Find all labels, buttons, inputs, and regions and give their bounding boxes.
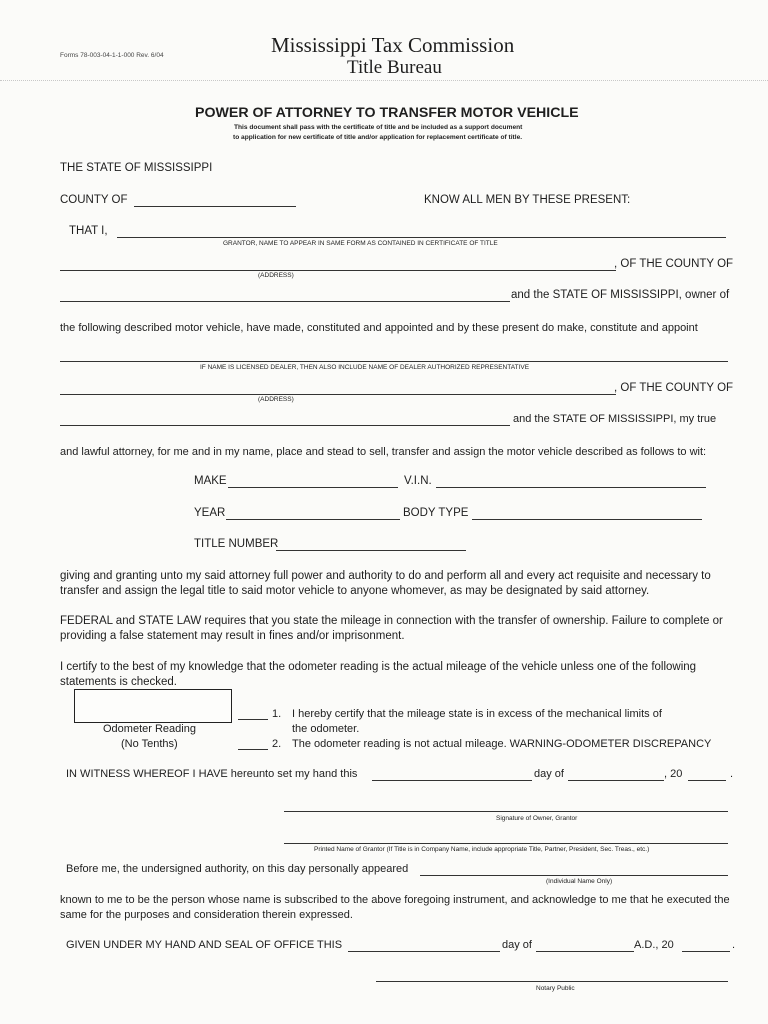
grantor-address-caption: (ADDRESS): [258, 272, 294, 279]
printed-name-field[interactable]: [284, 843, 728, 844]
agency-name: Mississippi Tax Commission: [271, 33, 515, 57]
year-label: YEAR: [194, 507, 226, 519]
notary-signature-field[interactable]: [376, 981, 728, 982]
option2-checkbox-line[interactable]: [238, 749, 268, 750]
form-number: Forms 78-003-04-1-1-000 Rev. 6/04: [60, 52, 164, 59]
signature-caption: Signature of Owner, Grantor: [496, 815, 578, 822]
attorney-of-county: , OF THE COUNTY OF: [614, 382, 734, 394]
witness-month-field[interactable]: [568, 780, 664, 781]
lawful-attorney-text: and lawful attorney, for me and in my name, place and stead to sell, transfer and assign the motor vehicle described as follows to wit:: [60, 446, 707, 458]
witness-year-prefix: , 20: [664, 768, 683, 780]
state-heading: THE STATE OF MISSISSIPPI: [60, 162, 213, 174]
that-i-label: THAT I,: [69, 225, 108, 237]
witness-period: .: [730, 768, 734, 780]
dealer-caption: IF NAME IS LICENSED DEALER, THEN ALSO INCLUDE NAME OF DEALER AUTHORIZED REPRESENTATIVE: [200, 364, 530, 371]
grantor-of-county: , OF THE COUNTY OF: [614, 258, 734, 270]
given-day-of: day of: [502, 939, 532, 951]
attorney-county-field[interactable]: [60, 425, 510, 426]
no-tenths-label: (No Tenths): [121, 738, 178, 750]
body-type-field[interactable]: [472, 519, 702, 520]
grantor-county-field[interactable]: [60, 301, 510, 302]
appoint-text: the following described motor vehicle, have made, constituted and appointed and by these present do make, constitute and appoint: [60, 322, 698, 334]
attorney-name-field[interactable]: [60, 361, 728, 362]
odometer-reading-box[interactable]: [74, 689, 232, 723]
notary-caption: Notary Public: [536, 985, 575, 992]
bureau-name: Title Bureau: [347, 57, 442, 78]
witness-day-field[interactable]: [372, 780, 532, 781]
header-divider: [0, 80, 768, 81]
body-type-label: BODY TYPE: [403, 507, 469, 519]
option2-text: The odometer reading is not actual mileage. WARNING-ODOMETER DISCREPANCY: [292, 738, 712, 750]
attorney-address-caption: (ADDRESS): [258, 396, 294, 403]
vin-field[interactable]: [436, 487, 706, 488]
option1-text: I hereby certify that the mileage state is in excess of the mechanical limits of: [292, 708, 662, 720]
printed-name-caption: Printed Name of Grantor (If Title is in Company Name, include appropriate Title, Partner, President, Sec. Treas., etc.): [314, 846, 650, 853]
county-field[interactable]: [134, 206, 296, 207]
given-year-field[interactable]: [682, 951, 730, 952]
grantor-state-owner: and the STATE OF MISSISSIPPI, owner of: [511, 289, 730, 301]
grantor-caption: GRANTOR, NAME TO APPEAR IN SAME FORM AS CONTAINED IN CERTIFICATE OF TITLE: [223, 240, 498, 247]
grantor-address-field[interactable]: [60, 270, 616, 271]
vin-label: V.I.N.: [404, 475, 432, 487]
know-all-men: KNOW ALL MEN BY THESE PRESENT:: [424, 194, 631, 206]
certify-paragraph: I certify to the best of my knowledge that the odometer reading is the actual mileage of the vehicle unless one of the following statements is checked.: [60, 661, 697, 688]
title-note-line1: This document shall pass with the certificate of title and be included as a support document: [234, 124, 523, 131]
giving-granting-paragraph: giving and granting unto my said attorney full power and authority to do and perform all and every act requisite and necessary to transfer and assign the legal title to said motor vehicle to anyone whomever, as may be designated by said attorney.: [60, 570, 711, 597]
option2-number: 2.: [272, 738, 282, 750]
title-number-field[interactable]: [276, 550, 466, 551]
witness-day-of: day of: [534, 768, 564, 780]
grantor-signature-field[interactable]: [284, 811, 728, 812]
make-field[interactable]: [228, 487, 398, 488]
county-label: COUNTY OF: [60, 194, 128, 206]
year-field[interactable]: [226, 519, 400, 520]
individual-name-field[interactable]: [420, 875, 728, 876]
option1-checkbox-line[interactable]: [238, 719, 268, 720]
attorney-state-true: and the STATE OF MISSISSIPPI, my true: [513, 413, 717, 425]
before-me-text: Before me, the undersigned authority, on this day personally appeared: [66, 863, 409, 875]
option1-text-cont: the odometer.: [292, 723, 360, 735]
given-period: .: [732, 939, 736, 951]
odometer-label: Odometer Reading: [103, 723, 196, 735]
given-month-field[interactable]: [536, 951, 634, 952]
page-title: POWER OF ATTORNEY TO TRANSFER MOTOR VEHICLE: [195, 105, 579, 121]
title-note-line2: to application for new certificate of title and/or application for replacement certificate of title.: [233, 134, 523, 141]
title-number-label: TITLE NUMBER: [194, 538, 279, 550]
make-label: MAKE: [194, 475, 227, 487]
individual-caption: (Individual Name Only): [546, 878, 613, 885]
witness-text: IN WITNESS WHEREOF I HAVE hereunto set my hand this: [66, 768, 358, 780]
witness-year-field[interactable]: [688, 780, 726, 781]
given-ad: A.D., 20: [634, 939, 674, 951]
attorney-address-field[interactable]: [60, 394, 616, 395]
known-to-me-paragraph: known to me to be the person whose name is subscribed to the above foregoing instrument, and acknowledge to me that he executed the same for the purposes and consideration therein expressed.: [60, 894, 730, 921]
option1-number: 1.: [272, 708, 282, 720]
grantor-name-field[interactable]: [117, 237, 726, 238]
given-day-field[interactable]: [348, 951, 500, 952]
federal-law-paragraph: FEDERAL and STATE LAW requires that you state the mileage in connection with the transfer of ownership. Failure to complete or providing a false statement may result in fines and/or imprisonment.: [60, 615, 723, 642]
given-under-text: GIVEN UNDER MY HAND AND SEAL OF OFFICE THIS: [66, 939, 343, 951]
